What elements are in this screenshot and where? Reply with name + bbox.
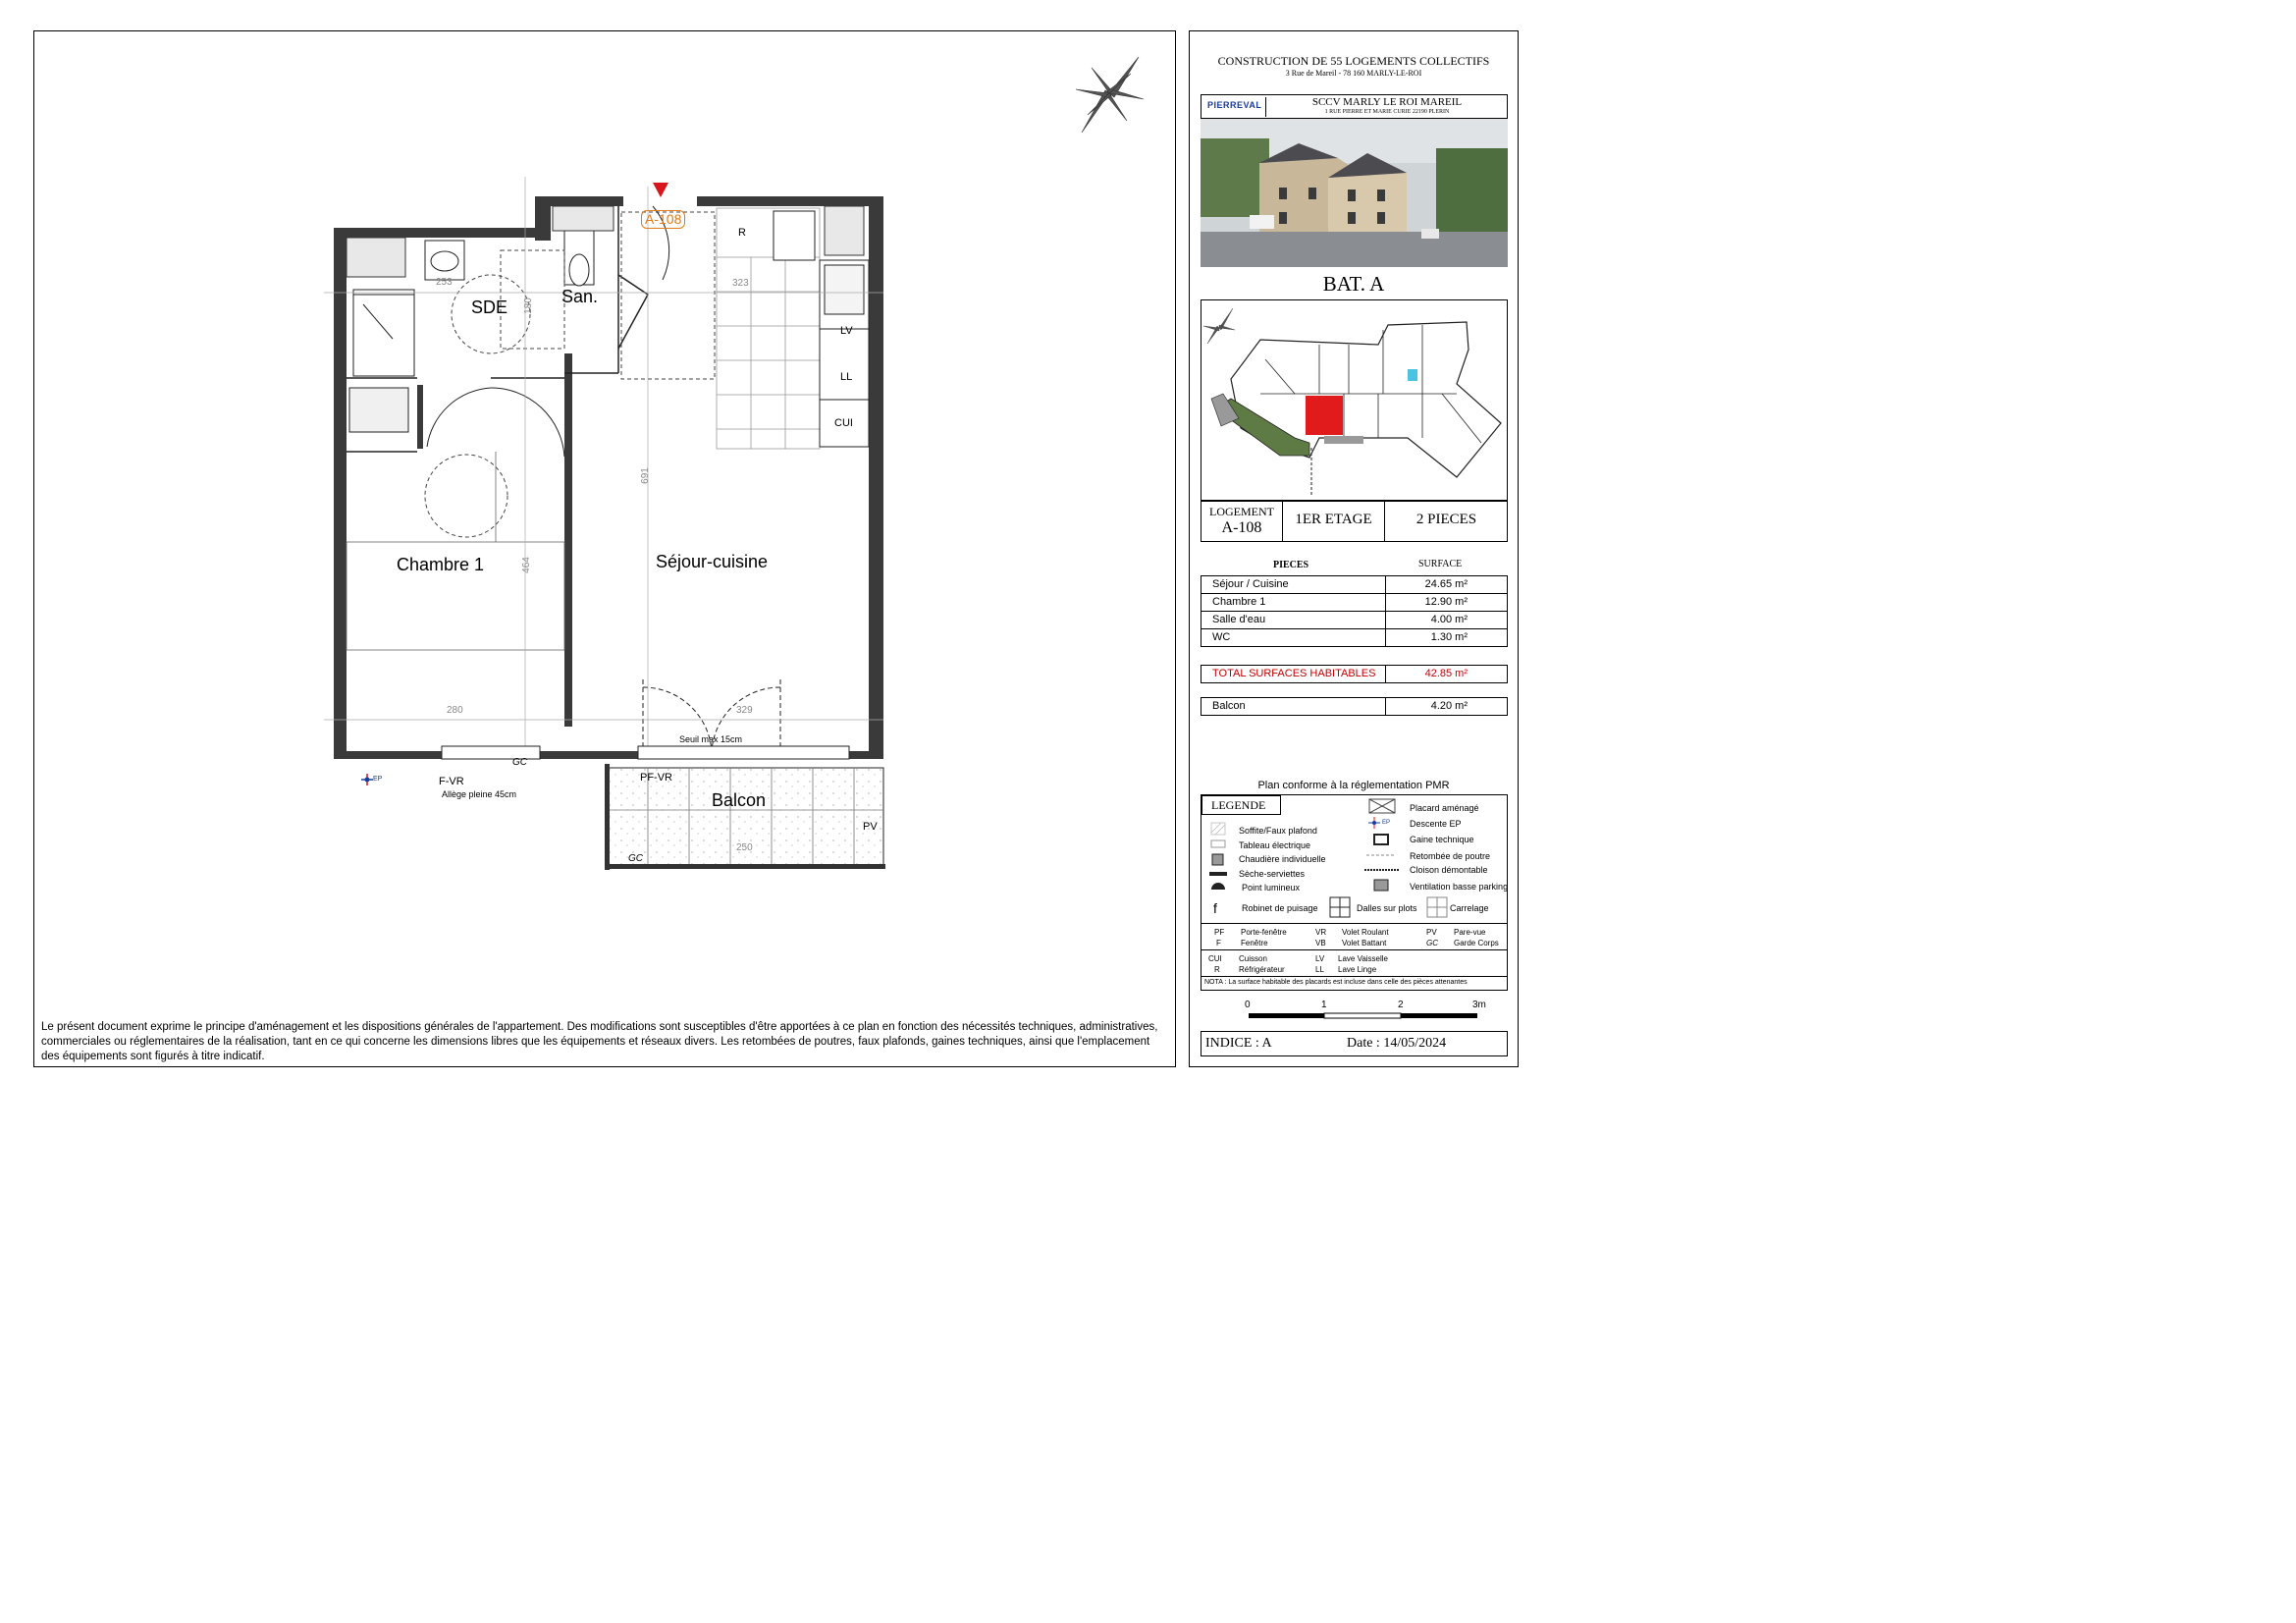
label-gc-window: GC bbox=[512, 757, 527, 768]
label-fvr: F-VR bbox=[439, 776, 464, 787]
wall-top-left bbox=[334, 228, 535, 238]
surface-row: Séjour / Cuisine 24.65 m² bbox=[1201, 575, 1508, 594]
abbr-label: Volet Battant bbox=[1342, 939, 1387, 947]
company-address: 1 RUE PIERRE ET MARIE CURIE 22190 PLERIN bbox=[1324, 109, 1450, 115]
room-label-chambre: Chambre 1 bbox=[397, 555, 485, 574]
label-r: R bbox=[738, 227, 746, 239]
dim-250: 250 bbox=[736, 842, 753, 853]
surface-row: Salle d'eau 4.00 m² bbox=[1201, 611, 1508, 629]
chaudiere-icon bbox=[1212, 854, 1223, 865]
descente-ep-icon bbox=[361, 774, 373, 785]
abbr-code: LL bbox=[1315, 965, 1324, 974]
legend-title: LEGENDE bbox=[1201, 795, 1281, 815]
dim-329: 329 bbox=[736, 705, 753, 716]
project-address: 3 Rue de Mareil - 78 160 MARLY-LE-ROI bbox=[1285, 69, 1422, 78]
label-pfvr: PF-VR bbox=[640, 772, 672, 784]
floor-plan bbox=[324, 177, 893, 874]
soffite-icon bbox=[1211, 823, 1225, 835]
legend-item: Sèche-serviettes bbox=[1239, 869, 1306, 879]
abbr-label: Cuisson bbox=[1239, 954, 1267, 963]
legend-item: Cloison démontable bbox=[1410, 865, 1488, 875]
total-surface-row: TOTAL SURFACES HABITABLES 42.85 m² bbox=[1201, 665, 1508, 683]
dim-253: 253 bbox=[436, 277, 453, 288]
balcony-surface-row: Balcon 4.20 m² bbox=[1201, 697, 1508, 716]
unit-highlight bbox=[1306, 396, 1343, 435]
carrelage-icon bbox=[1427, 897, 1447, 917]
wall-bottom-left bbox=[334, 751, 442, 759]
legend-item: Chaudière individuelle bbox=[1239, 854, 1326, 864]
abbr-label: Garde Corps bbox=[1454, 939, 1499, 947]
project-title: CONSTRUCTION DE 55 LOGEMENTS COLLECTIFS bbox=[1217, 54, 1490, 68]
compass-rose-icon bbox=[1070, 54, 1148, 137]
ventilation-icon bbox=[1374, 880, 1388, 891]
legend-item: Dalles sur plots bbox=[1357, 903, 1417, 913]
building-label: BAT. A bbox=[1322, 272, 1385, 296]
room-label-san: San. bbox=[561, 287, 599, 306]
tableau-electrique-icon bbox=[1211, 840, 1225, 847]
svg-text:f: f bbox=[1213, 900, 1217, 916]
abbr-code: R bbox=[1214, 965, 1220, 974]
key-compass-icon bbox=[1203, 308, 1235, 344]
scale-bar bbox=[1239, 1011, 1484, 1023]
point-lumineux-icon bbox=[1211, 883, 1225, 890]
legend-item: Soffite/Faux plafond bbox=[1239, 826, 1317, 836]
legend-ep-label: EP bbox=[1382, 820, 1391, 826]
legend-item: Gaine technique bbox=[1410, 835, 1474, 844]
legend-item: Robinet de puisage bbox=[1242, 903, 1318, 913]
company-name: SCCV MARLY LE ROI MAREIL bbox=[1311, 96, 1463, 108]
robinet-icon bbox=[1213, 900, 1217, 916]
surface-row: Chambre 1 12.90 m² bbox=[1201, 593, 1508, 612]
wall-right bbox=[869, 196, 883, 751]
abbr-code: CUI bbox=[1208, 954, 1222, 963]
abbr-label: Fenêtre bbox=[1241, 939, 1268, 947]
scale-tick: 1 bbox=[1321, 1000, 1327, 1010]
abbr-label: Lave Vaisselle bbox=[1338, 954, 1388, 963]
floor-label: 1ER ETAGE bbox=[1295, 512, 1372, 527]
abbr-label: Lave Linge bbox=[1338, 965, 1377, 974]
label-seuil: Seuil max 15cm bbox=[679, 734, 743, 744]
key-plan-drawing bbox=[1201, 300, 1507, 501]
developer-logo: PIERREVAL bbox=[1204, 97, 1266, 117]
abbr-label: Porte-fenêtre bbox=[1241, 928, 1287, 937]
label-ep: EP bbox=[373, 776, 383, 783]
abbr-code: VB bbox=[1315, 939, 1326, 947]
building-photo bbox=[1201, 119, 1508, 267]
label-cui: CUI bbox=[834, 417, 853, 429]
unit-tag: A-108 bbox=[641, 210, 685, 229]
room-label-sde: SDE bbox=[471, 298, 508, 317]
label-gc-balcony: GC bbox=[628, 853, 643, 864]
dim-323: 323 bbox=[732, 278, 749, 289]
surface-row: WC 1.30 m² bbox=[1201, 628, 1508, 647]
abbr-label: Volet Roulant bbox=[1342, 928, 1389, 937]
dim-280: 280 bbox=[447, 705, 463, 716]
disclaimer: Le présent document exprime le principe d'aménagement et les dispositions générales de l'appartement. Des modifications sont susceptibles d'être apportées à ce plan en fonction des nécessités techniques, administratives, commerciales ou réglementaires de la réalisation, tant en ce qui concerne les dimensions libres que les équipements et réseaux divers. Les retombées de poutres, faux plafonds, gaines techniques, ainsi que l'emplacement des équipements sont figurés à titre indicatif. bbox=[41, 1021, 1158, 1062]
gaine-technique-icon bbox=[1374, 835, 1388, 844]
wall-bottom-mid bbox=[540, 751, 638, 759]
scale-tick: 3m bbox=[1472, 1000, 1486, 1010]
legend-item: Placard aménagé bbox=[1410, 803, 1479, 813]
label-ll: LL bbox=[840, 371, 853, 383]
abbr-code: VR bbox=[1315, 928, 1327, 937]
legend-item: Ventilation basse parking bbox=[1410, 882, 1509, 892]
abbr-code: GC bbox=[1426, 939, 1438, 947]
date: Date : 14/05/2024 bbox=[1347, 1036, 1447, 1051]
label-pv: PV bbox=[863, 821, 878, 833]
legend-item: Carrelage bbox=[1450, 903, 1489, 913]
abbr-code: PV bbox=[1426, 928, 1437, 937]
abbr-label: Pare-vue bbox=[1454, 928, 1486, 937]
scale-tick: 0 bbox=[1245, 1000, 1251, 1010]
placard-icon bbox=[1369, 799, 1395, 813]
surfaces-header-rooms: PIECES bbox=[1273, 560, 1309, 570]
wall-bottom-right bbox=[849, 751, 883, 759]
legend-item: Tableau électrique bbox=[1239, 840, 1311, 850]
legend-item: Retombée de poutre bbox=[1410, 851, 1491, 861]
rooms-label: 2 PIECES bbox=[1415, 512, 1477, 527]
seche-serviettes-icon bbox=[1209, 872, 1227, 876]
room-label-balcon: Balcon bbox=[712, 790, 767, 810]
wall-left bbox=[334, 228, 347, 751]
logement-label: LOGEMENT bbox=[1209, 505, 1274, 518]
legend-item: Descente EP bbox=[1410, 819, 1462, 829]
abbr-label: Réfrigérateur bbox=[1239, 965, 1285, 974]
dim-691: 691 bbox=[639, 467, 651, 484]
room-label-sejour: Séjour-cuisine bbox=[656, 552, 769, 571]
dim-180: 180 bbox=[522, 298, 534, 314]
abbr-code: F bbox=[1216, 939, 1221, 947]
logement-id: A-108 bbox=[1221, 519, 1262, 536]
legend-note: NOTA : La surface habitable des placards est incluse dans celle des pièces attenantes bbox=[1204, 979, 1468, 986]
pmr-note: Plan conforme à la réglementation PMR bbox=[1257, 780, 1450, 791]
legend-item: Point lumineux bbox=[1242, 883, 1301, 893]
dalles-icon bbox=[1330, 897, 1350, 917]
entrance-marker-icon bbox=[652, 182, 669, 199]
label-allege: Allège pleine 45cm bbox=[442, 789, 517, 799]
wall-top-right bbox=[697, 196, 883, 206]
dim-464: 464 bbox=[520, 557, 532, 573]
descente-ep-legend-icon bbox=[1368, 817, 1380, 829]
scale-tick: 2 bbox=[1398, 1000, 1404, 1010]
surfaces-header-surface: SURFACE bbox=[1418, 559, 1463, 569]
abbr-code: LV bbox=[1315, 954, 1325, 963]
label-lv: LV bbox=[840, 325, 853, 337]
abbr-code: PF bbox=[1214, 928, 1225, 937]
indice: INDICE : A bbox=[1205, 1036, 1272, 1051]
